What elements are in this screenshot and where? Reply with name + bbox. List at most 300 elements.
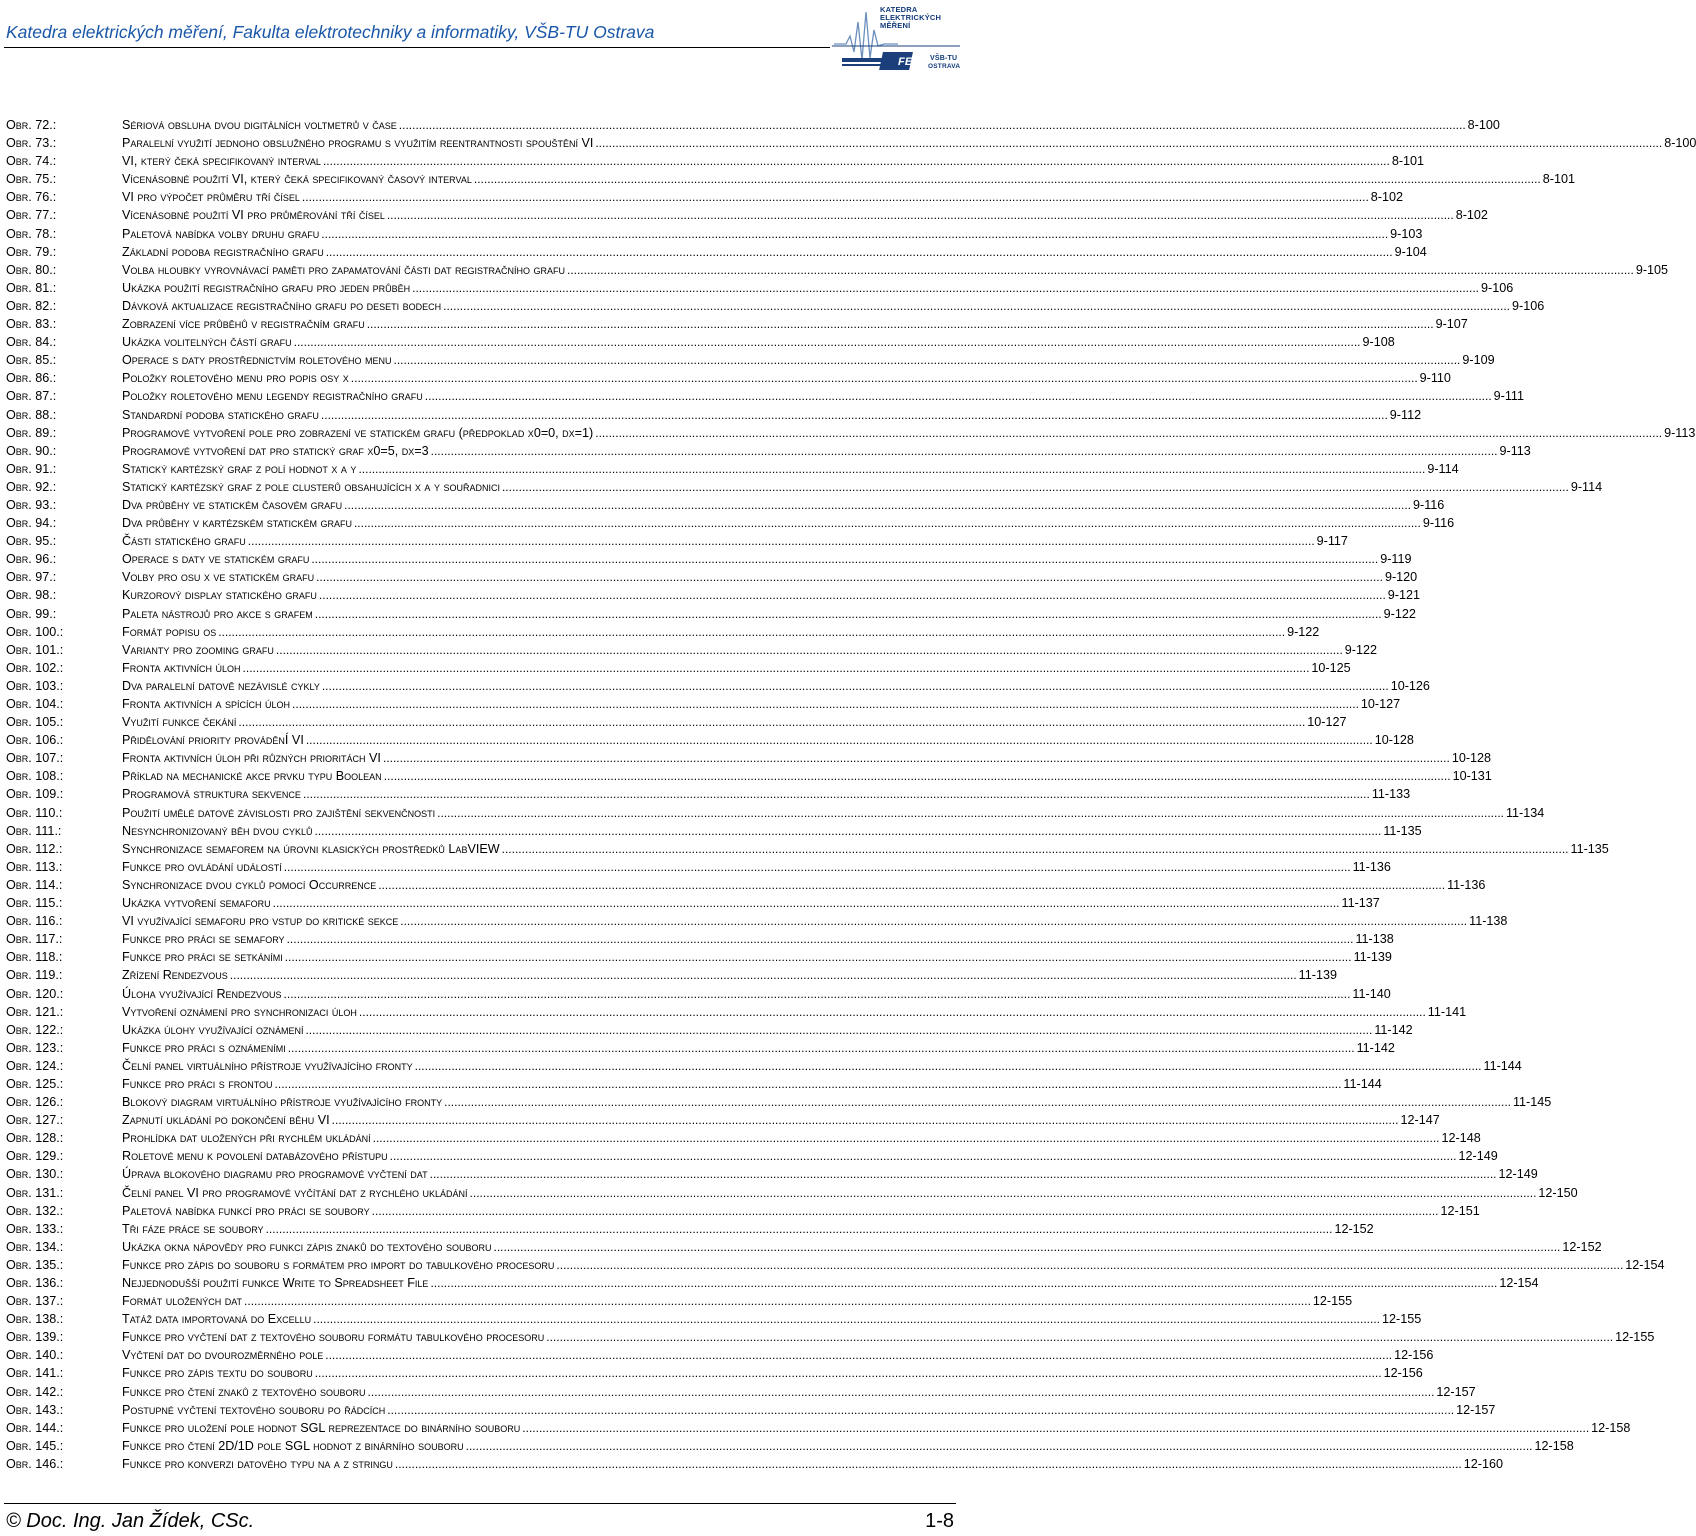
dot-leader (344, 496, 1411, 514)
figure-title: Fronta aktivních úloh při různých prioritách VI (122, 751, 381, 766)
figure-page: 11-144 (1343, 1076, 1382, 1091)
figure-entry[interactable] (0, 985, 1391, 1003)
dot-leader (387, 1401, 1454, 1419)
figure-entry[interactable] (0, 225, 1423, 243)
figure-title: Nesynchronizovaný běh dvou cyklů (122, 823, 313, 838)
figure-entry[interactable] (0, 170, 1575, 188)
figure-entry[interactable] (0, 948, 1392, 966)
figure-entry[interactable] (0, 1292, 1353, 1310)
figure-entry[interactable] (0, 478, 1603, 496)
figure-entry[interactable] (0, 822, 1422, 840)
figure-label: Obr. 77.: (6, 208, 57, 223)
figure-entry[interactable] (0, 586, 1421, 604)
figure-label: Obr. 95.: (6, 534, 57, 549)
figure-title: Části statického grafu (122, 534, 246, 549)
figure-page: 12-152 (1334, 1221, 1374, 1236)
figure-page: 11-145 (1512, 1095, 1552, 1110)
figure-entry[interactable] (0, 532, 1348, 550)
figure-title: Funkce pro konverzi datového typu na a z stringu (122, 1456, 393, 1471)
figure-entry-body (122, 1220, 1374, 1238)
figure-page: 12-151 (1440, 1203, 1480, 1218)
figure-entry-body (122, 1184, 1578, 1202)
figure-label: Obr. 79.: (6, 244, 57, 259)
figure-title: Funkce pro čtení 2D/1D pole SGL hodnot z binárního souboru (122, 1438, 464, 1453)
figure-entry[interactable] (0, 1075, 1382, 1093)
figure-entry[interactable] (0, 1238, 1602, 1256)
figure-entry[interactable] (0, 930, 1394, 948)
figure-title: Paletová nabídka funkcí pro práci se soubory (122, 1203, 370, 1218)
figure-entry[interactable] (0, 406, 1422, 424)
figure-label: Obr. 123.: (6, 1040, 64, 1055)
footer-page-number: 1-8 (925, 1510, 954, 1532)
figure-label: Obr. 112.: (6, 841, 63, 856)
figure-page: 11-135 (1570, 841, 1609, 856)
figure-page: 9-104 (1394, 244, 1427, 259)
dot-leader (315, 605, 1382, 623)
figure-entry-body (122, 586, 1421, 604)
figure-page: 11-141 (1427, 1004, 1467, 1019)
figure-title: Vícenásobné použití VI pro průměrování tří čísel (122, 208, 385, 223)
dot-leader (288, 1039, 1355, 1057)
figure-entry[interactable] (0, 1401, 1496, 1419)
figure-entry-body (122, 243, 1427, 261)
figure-entry[interactable] (0, 442, 1531, 460)
figure-label: Obr. 74.: (6, 154, 57, 169)
dot-leader (325, 1346, 1392, 1364)
figure-entry-body (122, 279, 1514, 297)
figure-page: 12-158 (1591, 1420, 1631, 1435)
figure-entry[interactable] (0, 876, 1486, 894)
figure-page: 9-109 (1462, 353, 1495, 368)
figure-entry[interactable] (0, 1310, 1422, 1328)
figure-title: Funkce pro práci s frontou (122, 1076, 273, 1091)
figure-entry[interactable] (0, 1346, 1434, 1364)
figure-entry-body (122, 948, 1392, 966)
figure-entry[interactable] (0, 966, 1337, 984)
figure-page: 10-127 (1307, 715, 1347, 730)
figure-title: Přidělování priority prováděnÍ VI (122, 733, 304, 748)
figure-page: 9-106 (1512, 298, 1545, 313)
figure-entry[interactable] (0, 315, 1468, 333)
figure-page: 9-106 (1481, 280, 1514, 295)
logo-text-3: MĚŘENÍ (880, 21, 911, 30)
figure-entry[interactable] (0, 460, 1459, 478)
figure-label: Obr. 97.: (6, 570, 57, 585)
dot-leader (359, 1003, 1426, 1021)
dot-leader (294, 333, 1361, 351)
figure-page: 8-102 (1370, 190, 1404, 205)
figure-entry[interactable] (0, 677, 1430, 695)
figure-entry[interactable] (0, 641, 1377, 659)
figure-label: Obr. 138.: (6, 1312, 64, 1327)
dot-leader (466, 1437, 1533, 1455)
figure-label: Obr. 108.: (6, 769, 64, 784)
figure-entry-body (122, 822, 1422, 840)
figure-label: Obr. 107.: (6, 751, 64, 766)
figure-page: 12-157 (1456, 1402, 1496, 1417)
dot-leader (431, 442, 1498, 460)
figure-page: 11-139 (1353, 950, 1392, 965)
dot-leader (358, 460, 1425, 478)
figure-title: Volba hloubky vyrovnávací paměti pro zapamatování části dat registračního grafu (122, 262, 565, 277)
figure-title: Operace s daty ve statickém grafu (122, 552, 310, 567)
dot-leader (266, 1220, 1333, 1238)
figure-page: 9-122 (1383, 606, 1416, 621)
figure-entry[interactable] (0, 424, 1696, 442)
figure-entry[interactable] (0, 206, 1488, 224)
figure-label: Obr. 90.: (6, 443, 57, 458)
figure-page: 12-155 (1615, 1330, 1655, 1345)
dot-leader (595, 134, 1662, 152)
dot-leader (326, 243, 1393, 261)
figure-entry[interactable] (0, 351, 1495, 369)
figure-entry[interactable] (0, 116, 1500, 134)
figure-entry-body (122, 785, 1411, 803)
figure-entry[interactable] (0, 695, 1401, 713)
figure-entry-body (122, 767, 1492, 785)
figure-entry[interactable] (0, 1419, 1631, 1437)
dot-leader (238, 713, 1305, 731)
figure-entry-body (122, 912, 1508, 930)
figure-page: 11-137 (1341, 896, 1380, 911)
figure-page: 10-131 (1452, 769, 1492, 784)
figure-title: Funkce pro uložení pole hodnot SGL reprezentace do binárního souboru (122, 1420, 521, 1435)
figure-entry[interactable] (0, 369, 1451, 387)
figure-page: 12-147 (1400, 1113, 1440, 1128)
figure-label: Obr. 134.: (6, 1239, 64, 1254)
figure-page: 9-107 (1435, 317, 1468, 332)
figure-entry-body (122, 1383, 1476, 1401)
figure-label: Obr. 110.: (6, 805, 63, 820)
figure-title: Dva paralelní datově nezávislé cykly (122, 678, 320, 693)
figure-entry[interactable] (0, 1220, 1374, 1238)
logo-stripe-2 (842, 64, 900, 66)
dot-leader (332, 1111, 1399, 1129)
figure-entry[interactable] (0, 1256, 1665, 1274)
dot-leader (368, 1383, 1435, 1401)
figure-label: Obr. 83.: (6, 317, 57, 332)
figure-title: Varianty pro zooming grafu (122, 642, 274, 657)
figure-entry[interactable] (0, 1111, 1440, 1129)
dot-leader (354, 514, 1421, 532)
figure-title: VI pro výpočet průměru tří čísel (122, 190, 300, 205)
figure-entry[interactable] (0, 731, 1414, 749)
dot-leader (285, 948, 1352, 966)
figure-entry-body (122, 550, 1412, 568)
figure-page: 12-149 (1458, 1149, 1498, 1164)
logo-stripe (842, 58, 900, 62)
figure-title: Ukázka volitelných částí grafu (122, 335, 292, 350)
figure-entry[interactable] (0, 1021, 1413, 1039)
figure-title: Ukázka použití registračního grafu pro jeden průběh (122, 280, 411, 295)
figure-entry-body (122, 1147, 1498, 1165)
dot-leader (273, 894, 1340, 912)
figure-entry-body (122, 1419, 1631, 1437)
figure-page: 9-116 (1422, 516, 1455, 531)
dot-leader (313, 1310, 1380, 1328)
figure-title: Programové vytvoření dat pro statický graf x0=5, dx=3 (122, 443, 429, 458)
figure-label: Obr. 105.: (6, 715, 64, 730)
figure-label: Obr. 144.: (6, 1420, 64, 1435)
figure-entry[interactable] (0, 713, 1347, 731)
figure-title: Nejjednodušší použití funkce Write to Spreadsheet File (122, 1276, 429, 1290)
figure-title: Funkce pro vyčtení dat z textového souboru formátu tabulkového procesoru (122, 1330, 545, 1345)
dot-leader (322, 677, 1389, 695)
dot-leader (412, 279, 1479, 297)
figure-entry[interactable] (0, 767, 1492, 785)
footer-author: © Doc. Ing. Jan Žídek, CSc. (6, 1510, 255, 1532)
figure-entry-body (122, 623, 1320, 641)
dot-leader (493, 1238, 1560, 1256)
figure-page: 8-102 (1455, 208, 1488, 223)
figure-page: 8-100 (1467, 118, 1500, 132)
figure-label: Obr. 81.: (6, 280, 57, 295)
dot-leader (387, 206, 1454, 224)
figure-entry-body (122, 297, 1545, 315)
figure-page: 11-134 (1505, 805, 1545, 820)
figure-entry[interactable] (0, 1147, 1498, 1165)
figure-page: 10-128 (1374, 733, 1414, 748)
figure-entry-body (122, 1364, 1423, 1382)
figure-entry[interactable] (0, 387, 1524, 405)
figure-label: Obr. 87.: (6, 389, 57, 404)
dot-leader (394, 351, 1461, 369)
dot-leader (437, 804, 1504, 822)
figure-entry[interactable] (0, 804, 1545, 822)
figure-title: Funkce pro práci se setkáními (122, 950, 283, 965)
figure-entry[interactable] (0, 1129, 1481, 1147)
figure-entry-body (122, 1057, 1522, 1075)
figure-entry-body (122, 876, 1486, 894)
dot-leader (303, 785, 1370, 803)
figure-entry[interactable] (0, 912, 1508, 930)
figure-entry-body (122, 731, 1414, 749)
figure-entry[interactable] (0, 785, 1411, 803)
figure-page: 12-160 (1463, 1456, 1503, 1471)
figure-title: Postupné vyčtení textového souboru po řádcích (122, 1402, 386, 1417)
figure-title: Roletové menu k povolení databázového přístupu (122, 1149, 388, 1164)
figure-entry[interactable] (0, 134, 1696, 152)
dot-leader (323, 152, 1390, 170)
figure-entry[interactable] (0, 188, 1404, 206)
figure-entry[interactable] (0, 243, 1427, 261)
figure-page: 11-136 (1352, 859, 1391, 874)
figure-page: 9-114 (1570, 479, 1603, 494)
figure-page: 11-140 (1352, 986, 1391, 1001)
dot-leader (595, 424, 1662, 442)
figure-entry[interactable] (0, 279, 1514, 297)
figure-title: Položky roletového menu legendy registračního grafu (122, 389, 423, 404)
logo-city: OSTRAVA (928, 63, 961, 70)
figure-entry-body (122, 1202, 1480, 1220)
figure-page: 9-117 (1316, 534, 1348, 549)
dot-leader (316, 568, 1383, 586)
dot-leader (502, 840, 1569, 858)
figure-entry[interactable] (0, 623, 1320, 641)
figure-label: Obr. 132.: (6, 1203, 64, 1218)
figure-page: 11-139 (1298, 968, 1337, 983)
figure-title: Synchronizace dvou cyklů pomocí Occurrence (122, 877, 377, 892)
figure-entry-body (122, 1039, 1395, 1057)
figure-entry[interactable] (0, 840, 1609, 858)
figure-entry[interactable] (0, 858, 1391, 876)
figure-entry[interactable] (0, 1003, 1467, 1021)
figure-entry[interactable] (0, 1455, 1503, 1473)
figure-page: 11-138 (1355, 932, 1394, 947)
figure-entry[interactable] (0, 1039, 1395, 1057)
figure-label: Obr. 136.: (6, 1276, 64, 1290)
figure-entry[interactable] (0, 1364, 1423, 1382)
figure-label: Obr. 120.: (6, 986, 64, 1001)
figure-entry-body (122, 894, 1380, 912)
figure-label: Obr. 118.: (6, 950, 63, 965)
figure-entry-body (122, 1274, 1539, 1292)
figure-label: Obr. 82.: (6, 298, 57, 313)
figure-entry-body (122, 713, 1347, 731)
figure-entry-body (122, 1256, 1665, 1274)
dot-leader (315, 1364, 1382, 1382)
figure-entry-body (122, 1310, 1422, 1328)
figure-page: 9-111 (1493, 389, 1524, 404)
figure-label: Obr. 92.: (6, 479, 57, 494)
figure-entry[interactable] (0, 261, 1669, 279)
figure-label: Obr. 137.: (6, 1294, 64, 1309)
figure-entry[interactable] (0, 1093, 1552, 1111)
figure-entry-body (122, 749, 1492, 767)
figure-entry-body (122, 930, 1394, 948)
figure-page: 12-152 (1562, 1239, 1602, 1254)
figure-entry-body (122, 1111, 1440, 1129)
figure-title: Dva průběhy ve statickém časovém grafu (122, 497, 343, 512)
figure-label: Obr. 119.: (6, 968, 63, 983)
figure-label: Obr. 76.: (6, 190, 57, 205)
figure-entry[interactable] (0, 1383, 1476, 1401)
figure-entry[interactable] (0, 550, 1412, 568)
figure-label: Obr. 143.: (6, 1402, 64, 1417)
figure-entry[interactable] (0, 568, 1418, 586)
dot-leader (470, 1184, 1537, 1202)
figure-label: Obr. 142.: (6, 1384, 64, 1399)
figure-entry-body (122, 442, 1531, 460)
figure-page: 12-154 (1625, 1257, 1665, 1272)
figure-title: Fronta aktivních a spících úloh (122, 697, 291, 711)
figure-label: Obr. 98.: (6, 588, 57, 603)
figure-title: Základní podoba registračního grafu (122, 244, 324, 259)
figure-page: 9-122 (1344, 642, 1377, 657)
figure-label: Obr. 104.: (6, 697, 64, 711)
figure-page: 12-155 (1382, 1312, 1422, 1327)
figure-entry-body (122, 1401, 1496, 1419)
figure-entry[interactable] (0, 514, 1455, 532)
figure-page: 9-108 (1362, 335, 1395, 350)
figure-label: Obr. 88.: (6, 407, 57, 422)
figure-entry-body (122, 406, 1422, 424)
figure-entry[interactable] (0, 1274, 1539, 1292)
figure-label: Obr. 128.: (6, 1131, 64, 1146)
figure-entry[interactable] (0, 749, 1492, 767)
figure-entry-body (122, 315, 1468, 333)
figure-page: 9-120 (1384, 570, 1418, 585)
figure-entry[interactable] (0, 1202, 1480, 1220)
figure-entry[interactable] (0, 1328, 1655, 1346)
dot-leader (314, 822, 1381, 840)
dot-leader (243, 659, 1310, 677)
figure-label: Obr. 73.: (6, 136, 57, 151)
figure-title: Úprava blokového diagramu pro programové vyčtení dat (122, 1167, 428, 1182)
dot-leader (383, 749, 1450, 767)
logo-school: VŠB-TU (930, 55, 958, 62)
figure-page: 12-156 (1394, 1348, 1434, 1363)
figure-title: Kurzorový display statického grafu (122, 588, 317, 603)
figure-label: Obr. 130.: (6, 1167, 64, 1182)
figure-entry-body (122, 966, 1337, 984)
figure-entry[interactable] (0, 297, 1545, 315)
logo-text-1: KATEDRA (880, 5, 918, 14)
dot-leader (443, 297, 1510, 315)
figure-page: 12-150 (1538, 1185, 1578, 1200)
figure-page: 10-128 (1451, 751, 1492, 766)
dot-leader (351, 369, 1418, 387)
figure-page: 9-113 (1499, 443, 1531, 458)
figure-entry[interactable] (0, 152, 1425, 170)
figure-page: 12-158 (1534, 1438, 1574, 1453)
figure-label: Obr. 125.: (6, 1076, 64, 1091)
figure-page: 11-142 (1356, 1040, 1395, 1055)
dot-leader (287, 930, 1354, 948)
figure-entry[interactable] (0, 1057, 1522, 1075)
dot-leader (373, 1129, 1440, 1147)
figure-entry[interactable] (0, 1184, 1578, 1202)
figure-title: Ukázka okna nápovědy pro funkci zápis znaků do textového souboru (122, 1239, 492, 1254)
figure-entry-body (122, 387, 1524, 405)
figure-label: Obr. 122.: (6, 1022, 64, 1037)
figure-title: Formát uložených dat (122, 1294, 243, 1309)
figure-label: Obr. 115.: (6, 896, 63, 911)
figure-entry[interactable] (0, 659, 1351, 677)
figure-page: 11-138 (1469, 914, 1508, 929)
figure-entry-body (122, 840, 1609, 858)
figure-entry[interactable] (0, 605, 1416, 623)
figure-entry-body (122, 1093, 1552, 1111)
dot-leader (390, 1147, 1457, 1165)
figure-entry-body (122, 1455, 1503, 1473)
figure-entry[interactable] (0, 333, 1395, 351)
figure-entry-body (122, 1075, 1382, 1093)
figure-label: Obr. 100.: (6, 624, 64, 639)
figure-label: Obr. 94.: (6, 516, 57, 531)
figure-title: Použití umělé datové závislosti pro zajištění sekvenčnosti (122, 805, 436, 820)
figure-title: Příklad na mechanické akce prvku typu Boolean (122, 769, 382, 784)
figure-title: VI, který čeká specifikovaný interval (122, 154, 321, 169)
figure-entry[interactable] (0, 1165, 1538, 1183)
dot-leader (502, 478, 1569, 496)
page-header (0, 0, 960, 82)
dot-leader (378, 876, 1445, 894)
figure-list (0, 116, 1696, 1473)
figure-title: Statický kartézský graf z pole clusterů obsahujících x a y souřadnici (122, 479, 500, 494)
figure-entry[interactable] (0, 1437, 1574, 1455)
figure-title: Čelní panel VI pro programové vyčítání dat z rychlého ukládání (122, 1185, 468, 1200)
figure-page: 9-113 (1664, 425, 1696, 440)
figure-entry[interactable] (0, 894, 1380, 912)
figure-label: Obr. 80.: (6, 262, 57, 277)
figure-entry[interactable] (0, 496, 1445, 514)
dot-leader (384, 767, 1451, 785)
figure-entry-body (122, 514, 1455, 532)
figure-title: Funkce pro zápis do souboru s formátem pro import do tabulkového procesoru (122, 1257, 555, 1272)
dot-leader (302, 188, 1369, 206)
figure-entry-body (122, 1238, 1602, 1256)
